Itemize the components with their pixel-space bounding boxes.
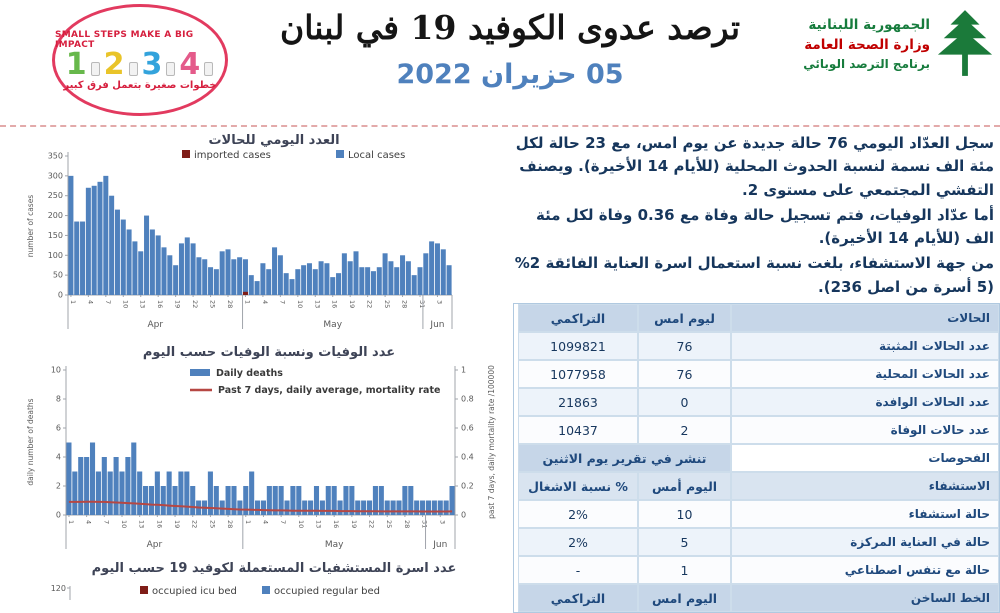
svg-text:1: 1 <box>68 300 77 305</box>
svg-text:16: 16 <box>332 520 341 529</box>
svg-text:13: 13 <box>137 520 146 529</box>
svg-text:May: May <box>324 540 344 550</box>
svg-text:25: 25 <box>208 520 217 529</box>
svg-text:4: 4 <box>84 520 93 525</box>
table-cell: 21863 <box>518 388 638 416</box>
campaign-logo-arabic: خطوات صغيرة بتعمل فرق كبير <box>63 79 217 91</box>
figure-icon <box>91 62 100 76</box>
campaign-logo-slogan: SMALL STEPS MAKE A BIG IMPACT <box>55 29 194 50</box>
table-row <box>514 416 999 444</box>
cedar-tree-icon <box>936 8 994 80</box>
logo-digit: 1 <box>65 46 87 82</box>
svg-text:19: 19 <box>348 300 357 309</box>
svg-text:1: 1 <box>243 520 252 525</box>
table-cell: 1099821 <box>518 332 638 360</box>
svg-text:1: 1 <box>243 300 252 305</box>
table-cell: عدد الحالات الوافدة <box>731 388 999 416</box>
header-divider <box>0 125 1000 127</box>
svg-text:28: 28 <box>402 520 411 529</box>
svg-text:4: 4 <box>86 300 95 305</box>
campaign-logo <box>52 4 228 116</box>
local-cases-bars <box>68 176 451 295</box>
table-row <box>514 472 999 500</box>
figure-icon <box>204 62 213 76</box>
svg-text:Past 7 days, daily average, mo: Past 7 days, daily average, mortality rate <box>218 385 441 396</box>
table-row <box>514 360 999 388</box>
table-cell: الخط الساخن <box>731 584 999 612</box>
daily-cases-chart <box>24 130 502 338</box>
table-cell: - <box>518 556 638 584</box>
page-title: ترصد عدوى الكوفيد 19 في لبنان <box>280 8 740 47</box>
svg-text:0.2: 0.2 <box>461 481 474 491</box>
table-cell: 10437 <box>518 416 638 444</box>
svg-text:200: 200 <box>47 211 63 221</box>
table-cell: التراكمي <box>518 584 638 612</box>
svg-text:16: 16 <box>156 300 165 309</box>
logo-digit: 4 <box>179 46 201 82</box>
svg-text:28: 28 <box>226 520 235 529</box>
svg-text:عدد الوفيات ونسبة الوفيات حسب: عدد الوفيات ونسبة الوفيات حسب اليوم <box>142 345 396 360</box>
svg-text:120: 120 <box>50 584 66 593</box>
table-cell: تنشر في تقرير يوم الاثنين <box>518 444 731 472</box>
svg-text:10: 10 <box>50 365 61 375</box>
table-cell: الاستشفاء <box>731 472 999 500</box>
svg-text:50: 50 <box>52 270 63 280</box>
table-cell: % نسبة الاشغال <box>518 472 638 500</box>
svg-text:10: 10 <box>119 520 128 529</box>
svg-text:13: 13 <box>314 520 323 529</box>
table-cell: عدد حالات الوفاة <box>731 416 999 444</box>
table-cell: 76 <box>638 360 731 388</box>
svg-text:10: 10 <box>295 300 304 309</box>
svg-text:6: 6 <box>55 423 61 433</box>
table-row <box>514 500 999 528</box>
svg-text:250: 250 <box>47 191 63 201</box>
summary-line: من جهة الاستشفاء، بلغت نسبة استعمال اسرة العناية الفائقة 2% (5 أسرة من اصل 236). <box>514 254 994 296</box>
imported-cases-bars <box>243 292 248 295</box>
campaign-logo-digits <box>65 46 215 82</box>
table-cell: عدد الحالات المحلية <box>731 360 999 388</box>
table-cell: حالة في العناية المركزة <box>731 528 999 556</box>
svg-text:1: 1 <box>66 520 75 525</box>
svg-text:0.6: 0.6 <box>461 423 474 433</box>
svg-text:imported cases: imported cases <box>194 150 271 161</box>
svg-text:31: 31 <box>420 520 429 529</box>
svg-text:22: 22 <box>190 520 199 529</box>
svg-text:13: 13 <box>313 300 322 309</box>
svg-text:25: 25 <box>385 520 394 529</box>
table-cell: 2 <box>638 416 731 444</box>
table-cell: اليوم أمس <box>638 472 731 500</box>
svg-text:3: 3 <box>438 520 447 525</box>
table-cell: 1 <box>638 556 731 584</box>
svg-text:Apr: Apr <box>146 540 163 550</box>
svg-text:25: 25 <box>383 300 392 309</box>
table-cell: ليوم امس <box>638 304 731 332</box>
svg-text:7: 7 <box>102 520 111 525</box>
svg-text:22: 22 <box>191 300 200 309</box>
ministry-line1: الجمهورية اللبنانية <box>808 16 930 33</box>
table-row <box>514 444 999 472</box>
daily-deaths-bars <box>66 443 454 516</box>
table-cell: 5 <box>638 528 731 556</box>
ministry-logo <box>803 8 994 80</box>
svg-text:28: 28 <box>226 300 234 309</box>
table-row <box>514 332 999 360</box>
table-cell: 1077958 <box>518 360 638 388</box>
svg-text:350: 350 <box>47 151 63 161</box>
svg-text:number of cases: number of cases <box>26 194 35 258</box>
table-row <box>514 528 999 556</box>
ministry-line3: برنامج الترصد الوبائي <box>803 57 930 72</box>
svg-text:16: 16 <box>155 520 164 529</box>
svg-text:Local cases: Local cases <box>348 150 406 161</box>
svg-text:16: 16 <box>330 300 339 309</box>
svg-text:4: 4 <box>261 520 270 525</box>
table-cell: التراكمي <box>518 304 638 332</box>
svg-text:Apr: Apr <box>147 320 164 330</box>
table-cell: 2% <box>518 500 638 528</box>
svg-text:25: 25 <box>208 300 217 309</box>
svg-text:daily number of deaths: daily number of deaths <box>26 398 35 486</box>
svg-text:Jun: Jun <box>430 320 445 330</box>
svg-text:0: 0 <box>57 290 63 300</box>
table-cell: حالة استشفاء <box>731 500 999 528</box>
svg-text:19: 19 <box>173 520 182 529</box>
svg-text:occupied regular bed: occupied regular bed <box>274 586 381 597</box>
svg-text:7: 7 <box>278 300 287 305</box>
svg-text:7: 7 <box>279 520 288 525</box>
summary-line: سجل العدّاد اليومي 76 حالة جديدة عن يوم امس، مع 23 حالة لكل مئة الف نسمة لنسبة الحدوث المحلية (للأيام 14 الأخيرة). ويصنف التفشي المجتمعي على مستوى 2. <box>515 134 994 199</box>
svg-text:13: 13 <box>138 300 147 309</box>
svg-text:10: 10 <box>121 300 130 309</box>
svg-text:10: 10 <box>296 520 305 529</box>
report-title-block <box>250 8 770 90</box>
logo-digit: 2 <box>103 46 125 82</box>
figure-icon <box>129 62 138 76</box>
svg-text:0: 0 <box>461 510 467 520</box>
svg-text:4: 4 <box>55 452 61 462</box>
table-row <box>514 556 999 584</box>
svg-text:22: 22 <box>367 520 376 529</box>
statistics-table <box>513 303 1000 613</box>
table-cell: اليوم امس <box>638 584 731 612</box>
svg-text:عدد اسرة المستشفيات المستعملة: عدد اسرة المستشفيات المستعملة لكوفيد 19 حسب اليوم <box>91 561 457 576</box>
hospital-beds-chart <box>24 556 502 600</box>
svg-text:Jun: Jun <box>433 540 448 550</box>
svg-text:8: 8 <box>55 394 61 404</box>
svg-text:May: May <box>323 320 343 330</box>
svg-text:4: 4 <box>260 300 269 305</box>
table-row <box>514 388 999 416</box>
svg-text:22: 22 <box>365 300 374 309</box>
svg-text:100: 100 <box>47 250 63 260</box>
summary-line: أما عدّاد الوفيات، فتم تسجيل حالة وفاة مع 0.36 وفاة لكل مئة الف (للأيام 14 الأخيرة). <box>536 205 994 247</box>
table-cell: 2% <box>518 528 638 556</box>
figure-icon <box>166 62 175 76</box>
svg-text:28: 28 <box>400 300 409 309</box>
svg-text:العدد اليومي للحالات: العدد اليومي للحالات <box>208 133 340 148</box>
ministry-line2: وزارة الصحة العامة <box>804 37 930 53</box>
logo-digit: 3 <box>141 46 163 82</box>
svg-text:2: 2 <box>55 481 61 491</box>
svg-text:7: 7 <box>103 300 112 305</box>
svg-text:3: 3 <box>435 300 444 305</box>
svg-text:150: 150 <box>47 230 63 240</box>
table-cell: 10 <box>638 500 731 528</box>
table-cell: حالة مع تنفس اصطناعي <box>731 556 999 584</box>
table-cell: الفحوصات <box>731 444 999 472</box>
svg-text:0: 0 <box>55 510 61 520</box>
table-row <box>514 304 999 332</box>
svg-text:Daily deaths: Daily deaths <box>216 368 283 379</box>
summary-paragraph <box>512 132 994 301</box>
table-cell: الحالات <box>731 304 999 332</box>
table-cell: 0 <box>638 388 731 416</box>
table-cell: عدد الحالات المثبتة <box>731 332 999 360</box>
svg-text:300: 300 <box>47 171 63 181</box>
svg-text:31: 31 <box>418 300 426 309</box>
svg-text:past 7 days, daily mortality r: past 7 days, daily mortality rate /100000 <box>487 365 496 519</box>
svg-text:19: 19 <box>173 300 182 309</box>
svg-text:occupied icu bed: occupied icu bed <box>152 586 237 597</box>
table-cell: 76 <box>638 332 731 360</box>
svg-text:19: 19 <box>349 520 358 529</box>
report-date: 05 حزيران 2022 <box>396 59 624 90</box>
svg-text:0.8: 0.8 <box>461 394 474 404</box>
svg-text:1: 1 <box>461 365 467 375</box>
table-row <box>514 584 999 612</box>
svg-text:0.4: 0.4 <box>461 452 474 462</box>
daily-deaths-chart <box>24 342 502 560</box>
